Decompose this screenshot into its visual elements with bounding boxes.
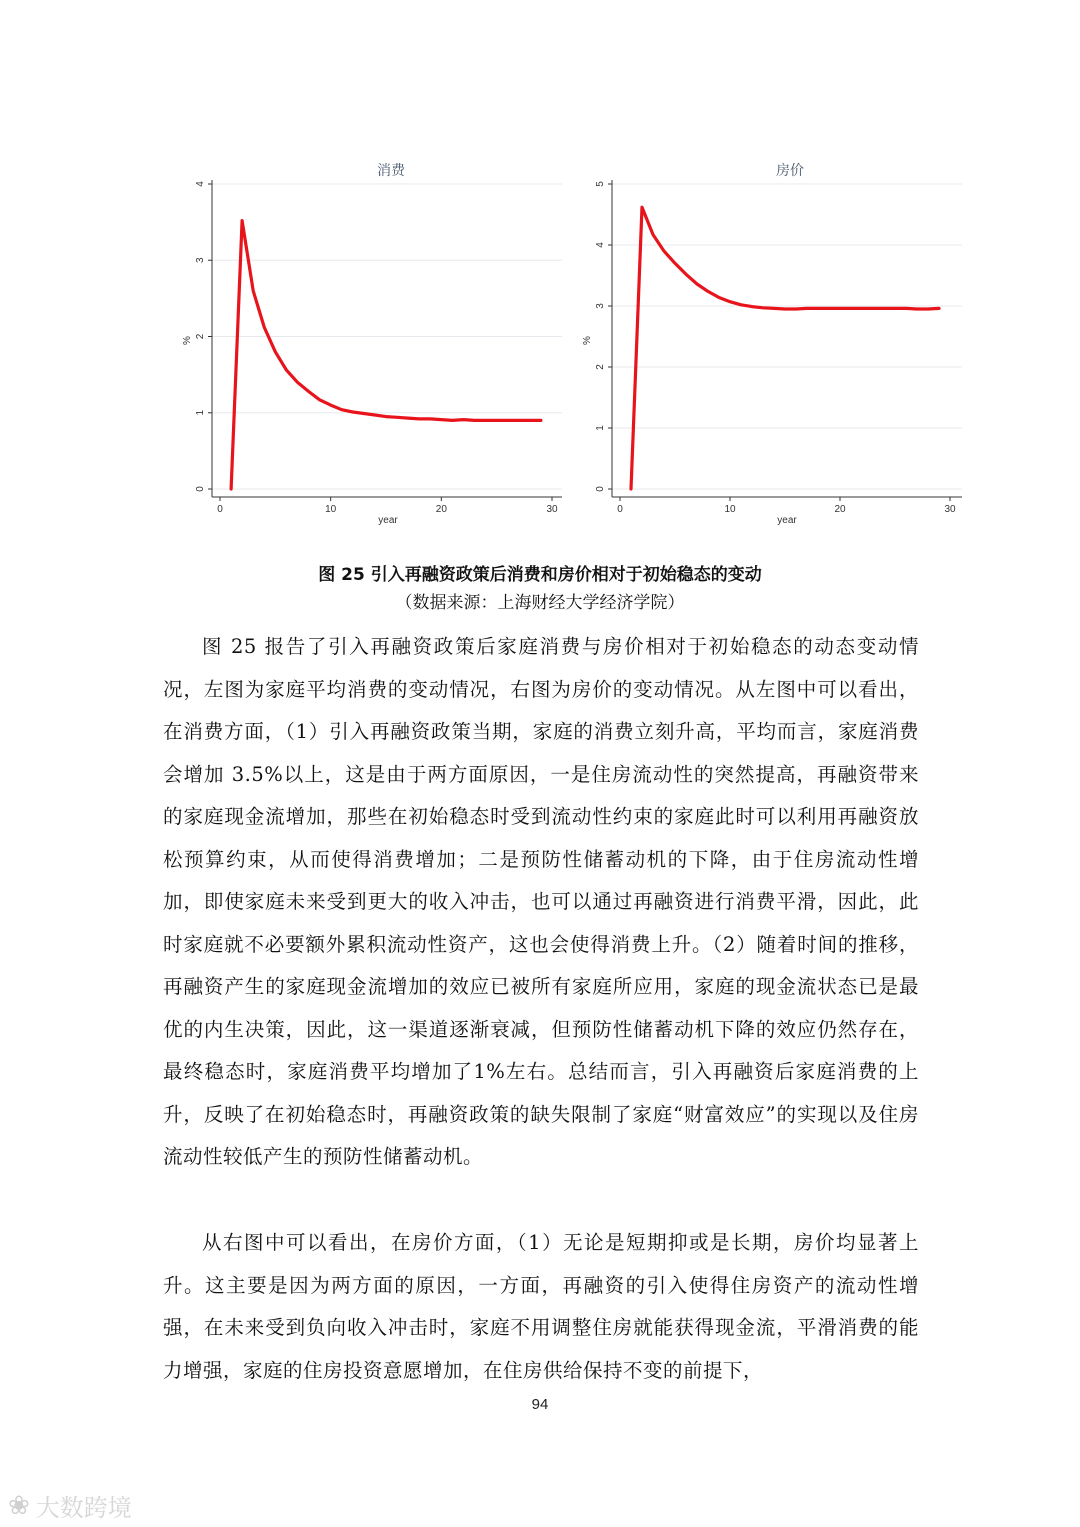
figure-source: （数据来源：上海财经大学经济学院） xyxy=(395,593,685,613)
paragraph-house-price: 从右图中可以看出，在房价方面，（1）无论是短期抑或是长期，房价均显著上升。这主要是因为两方面的原因，一方面，再融资的引入使得住房资产的流动性增强，在未来受到负向收入冲击时，家庭不用调整住房就能获得现金流，平滑消费的能力增强，家庭的住房投资意愿增加，在住房供给保持不变的前提下， xyxy=(163,1231,919,1382)
x-tick-label: 20 xyxy=(834,504,846,515)
figure-25 xyxy=(0,0,1080,540)
x-tick-label: 0 xyxy=(617,504,623,515)
y-tick-label: 4 xyxy=(595,242,606,248)
watermark-text: 大数跨境 xyxy=(35,1494,132,1522)
y-tick-label: 0 xyxy=(595,486,606,492)
x-tick-label: 30 xyxy=(546,504,558,515)
logo-icon: ❀ xyxy=(8,1490,30,1521)
y-tick-label: 3 xyxy=(195,257,206,264)
x-tick-label: 10 xyxy=(724,504,736,515)
series-line xyxy=(231,221,541,489)
figure-caption: 图 25 引入再融资政策后消费和房价相对于初始稳态的变动 xyxy=(318,565,762,585)
y-tick-label: 4 xyxy=(195,181,206,187)
y-tick-label: 0 xyxy=(195,486,206,492)
x-tick-label: 30 xyxy=(944,504,956,515)
y-tick-label: 1 xyxy=(195,409,206,416)
x-axis-label: year xyxy=(777,515,797,526)
page-number: 94 xyxy=(531,1396,549,1413)
y-axis-label: % xyxy=(582,336,593,345)
y-tick-label: 2 xyxy=(595,364,606,370)
watermark xyxy=(8,1488,132,1523)
x-axis-label: year xyxy=(378,515,398,526)
chart-title: 房价 xyxy=(776,163,804,179)
x-tick-label: 10 xyxy=(325,504,337,515)
series-line xyxy=(631,207,939,489)
x-tick-label: 0 xyxy=(217,504,223,515)
chart-title: 消费 xyxy=(377,163,405,179)
paragraph-consumption: 图 25 报告了引入再融资政策后家庭消费与房价相对于初始稳态的动态变动情况，左图为家庭平均消费的变动情况，右图为房价的变动情况。从左图中可以看出，在消费方面，（1）引入再融资政策当期，家庭的消费立刻升高，平均而言，家庭消费会增加 3.5%以上，这是由于两方面原因，一是住房流动性的突然提高，再融资带来的家庭现金流增加，那些在初始稳态时受到流动性约束的家庭此时可以利用再融资放松预算约束，从而使得消费增加；二是预防性储蓄动机的下降，由于住房流动性增加，即使家庭未来受到更大的收入冲击，也可以通过再融资进行消费平滑，因此，此时家庭就不必要额外累积流动性资产，这也会使得消费上升。（2）随着时间的推移，再融资产生的家庭现金流增加的效应已被所有家庭所应用，家庭的现金流状态已是最优的内生决策，因此，这一渠道逐渐衰减，但预防性储蓄动机下降的效应仍然存在，最终稳态时，家庭消费平均增加了1%左右。总结而言，引入再融资后家庭消费的上升，反映了在初始稳态时，再融资政策的缺失限制了家庭“财富效应”的实现以及住房流动性较低产生的预防性储蓄动机。 xyxy=(163,635,919,1168)
x-tick-label: 20 xyxy=(435,504,447,515)
y-axis-label: % xyxy=(182,336,193,345)
y-tick-label: 1 xyxy=(595,425,606,431)
y-tick-label: 3 xyxy=(595,303,606,309)
y-tick-label: 2 xyxy=(195,333,206,340)
y-tick-label: 5 xyxy=(595,181,606,187)
